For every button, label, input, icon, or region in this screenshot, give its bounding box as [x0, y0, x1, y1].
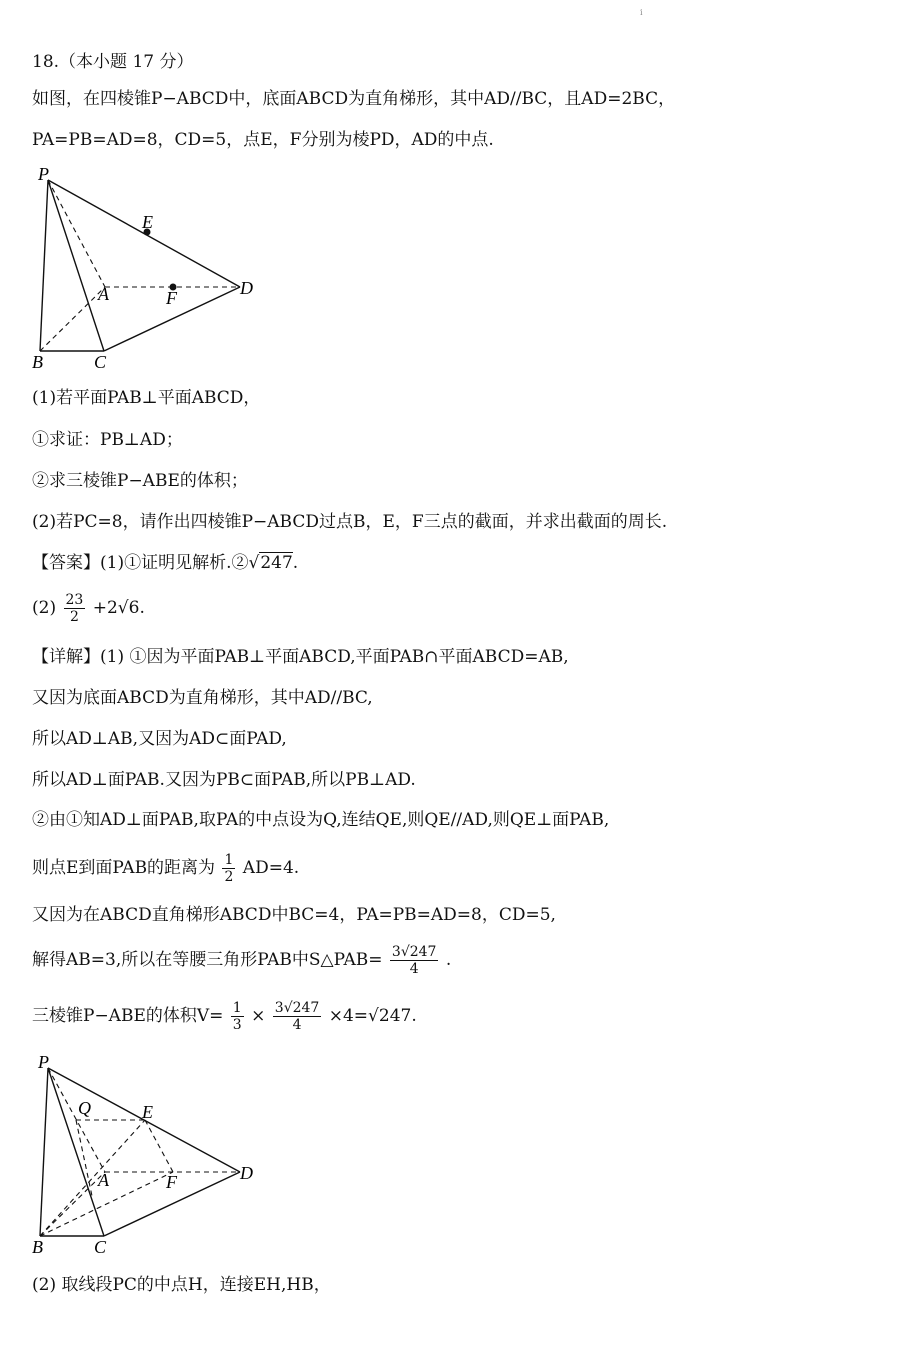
fig2-label-B: B — [32, 1237, 43, 1257]
detail-line-2: 又因为底面ABCD为直角梯形，其中AD//BC, — [32, 688, 373, 708]
detail-l6-fraction — [222, 852, 235, 885]
detail-l8-suffix: . — [445, 950, 452, 970]
fig1-label-C: C — [94, 352, 107, 372]
detail-l9-fraction-2 — [273, 1000, 322, 1033]
fig2-label-P: P — [38, 1052, 49, 1072]
detail-l6-prefix: 则点E到面PAB的距离为 — [32, 858, 216, 878]
fig1-label-A: A — [98, 284, 109, 304]
detail-l9-f1-den: 3 — [232, 1017, 242, 1033]
fig1-label-F: F — [166, 288, 177, 308]
detail-line-9 — [32, 998, 417, 1034]
question-2: (2)若PC=8，请作出四棱锥P−ABCD过点B，E，F三点的截面，并求出截面的周长. — [32, 512, 668, 532]
problem-stem-line1: 如图，在四棱锥P−ABCD中，底面ABCD为直角梯形，其中AD//BC，且AD=2BC， — [32, 89, 676, 109]
fig2-label-A: A — [98, 1170, 109, 1190]
answer-line2-prefix: (2) — [32, 598, 57, 618]
fig2-label-D: D — [240, 1163, 253, 1183]
detail-l6-num: 1 — [224, 852, 234, 868]
detail-l6-den: 2 — [224, 869, 234, 885]
fig1-label-D: D — [240, 278, 253, 298]
answer-frac-num: 23 — [65, 592, 84, 608]
detail-l6-suffix: AD=4. — [242, 858, 300, 878]
corner-mark: ⅰ — [640, 8, 643, 17]
detail-l9-f1-num: 1 — [232, 1000, 242, 1016]
pyramid-figure-2 — [32, 1048, 272, 1260]
fig1-label-B: B — [32, 352, 43, 372]
answer-frac-den: 2 — [69, 609, 79, 625]
detail-l9-fraction-1 — [231, 1000, 244, 1033]
fig2-label-E: E — [142, 1102, 153, 1122]
fig1-label-P: P — [38, 164, 49, 184]
question-1a: ①求证：PB⊥AD； — [32, 430, 183, 450]
detail-l8-fraction — [390, 944, 439, 977]
detail-line-6 — [32, 850, 299, 886]
detail-l9-prefix: 三棱锥P−ABE的体积V= — [32, 1006, 224, 1026]
detail-line-8 — [32, 942, 451, 978]
detail-l9-f2-den: 4 — [292, 1017, 302, 1033]
question-1b: ②求三棱锥P−ABE的体积； — [32, 471, 248, 491]
fig2-label-C: C — [94, 1237, 107, 1257]
question-1: (1)若平面PAB⊥平面ABCD， — [32, 388, 261, 408]
detail-l8-num: 3√247 — [391, 944, 437, 960]
answer-line1-value: 247 — [260, 553, 293, 573]
problem-stem-line2: PA=PB=AD=8，CD=5，点E，F分别为棱PD，AD的中点. — [32, 130, 494, 150]
fig1-label-E: E — [142, 212, 153, 232]
answer-fraction — [64, 592, 86, 625]
fig2-label-F: F — [166, 1172, 177, 1192]
detail-l9-mid: × — [251, 1006, 266, 1026]
answer-line-2 — [32, 590, 145, 626]
answer-line1-prefix: 【答案】(1)①证明见解析.② — [32, 553, 249, 573]
detail-line-3: 所以AD⊥AB,又因为AD⊂面PAD, — [32, 729, 287, 749]
detail-l9-suffix: ×4=√247. — [328, 1006, 417, 1026]
answer-line2-suffix: +2√6. — [92, 598, 145, 618]
problem-header: 18.（本小题 17 分） — [32, 52, 194, 72]
fig2-label-Q: Q — [78, 1098, 91, 1118]
answer-line-1: 【答案】(1)①证明见解析.②√247. — [32, 553, 299, 573]
part-2-line: (2) 取线段PC的中点H，连接EH,HB， — [32, 1275, 331, 1295]
detail-l8-prefix: 解得AB=3,所以在等腰三角形PAB中S△PAB= — [32, 950, 383, 970]
detail-l9-f2-num: 3√247 — [274, 1000, 320, 1016]
pyramid-figure-1 — [32, 160, 272, 375]
detail-line-1: 【详解】(1) ①因为平面PAB⊥平面ABCD,平面PAB∩平面ABCD=AB, — [32, 647, 569, 667]
detail-l8-den: 4 — [409, 961, 419, 977]
detail-line-5: ②由①知AD⊥面PAB,取PA的中点设为Q,连结QE,则QE//AD,则QE⊥面PAB, — [32, 810, 610, 830]
detail-line-7: 又因为在ABCD直角梯形ABCD中BC=4，PA=PB=AD=8，CD=5, — [32, 905, 556, 925]
detail-line-4: 所以AD⊥面PAB.又因为PB⊂面PAB,所以PB⊥AD. — [32, 770, 416, 790]
